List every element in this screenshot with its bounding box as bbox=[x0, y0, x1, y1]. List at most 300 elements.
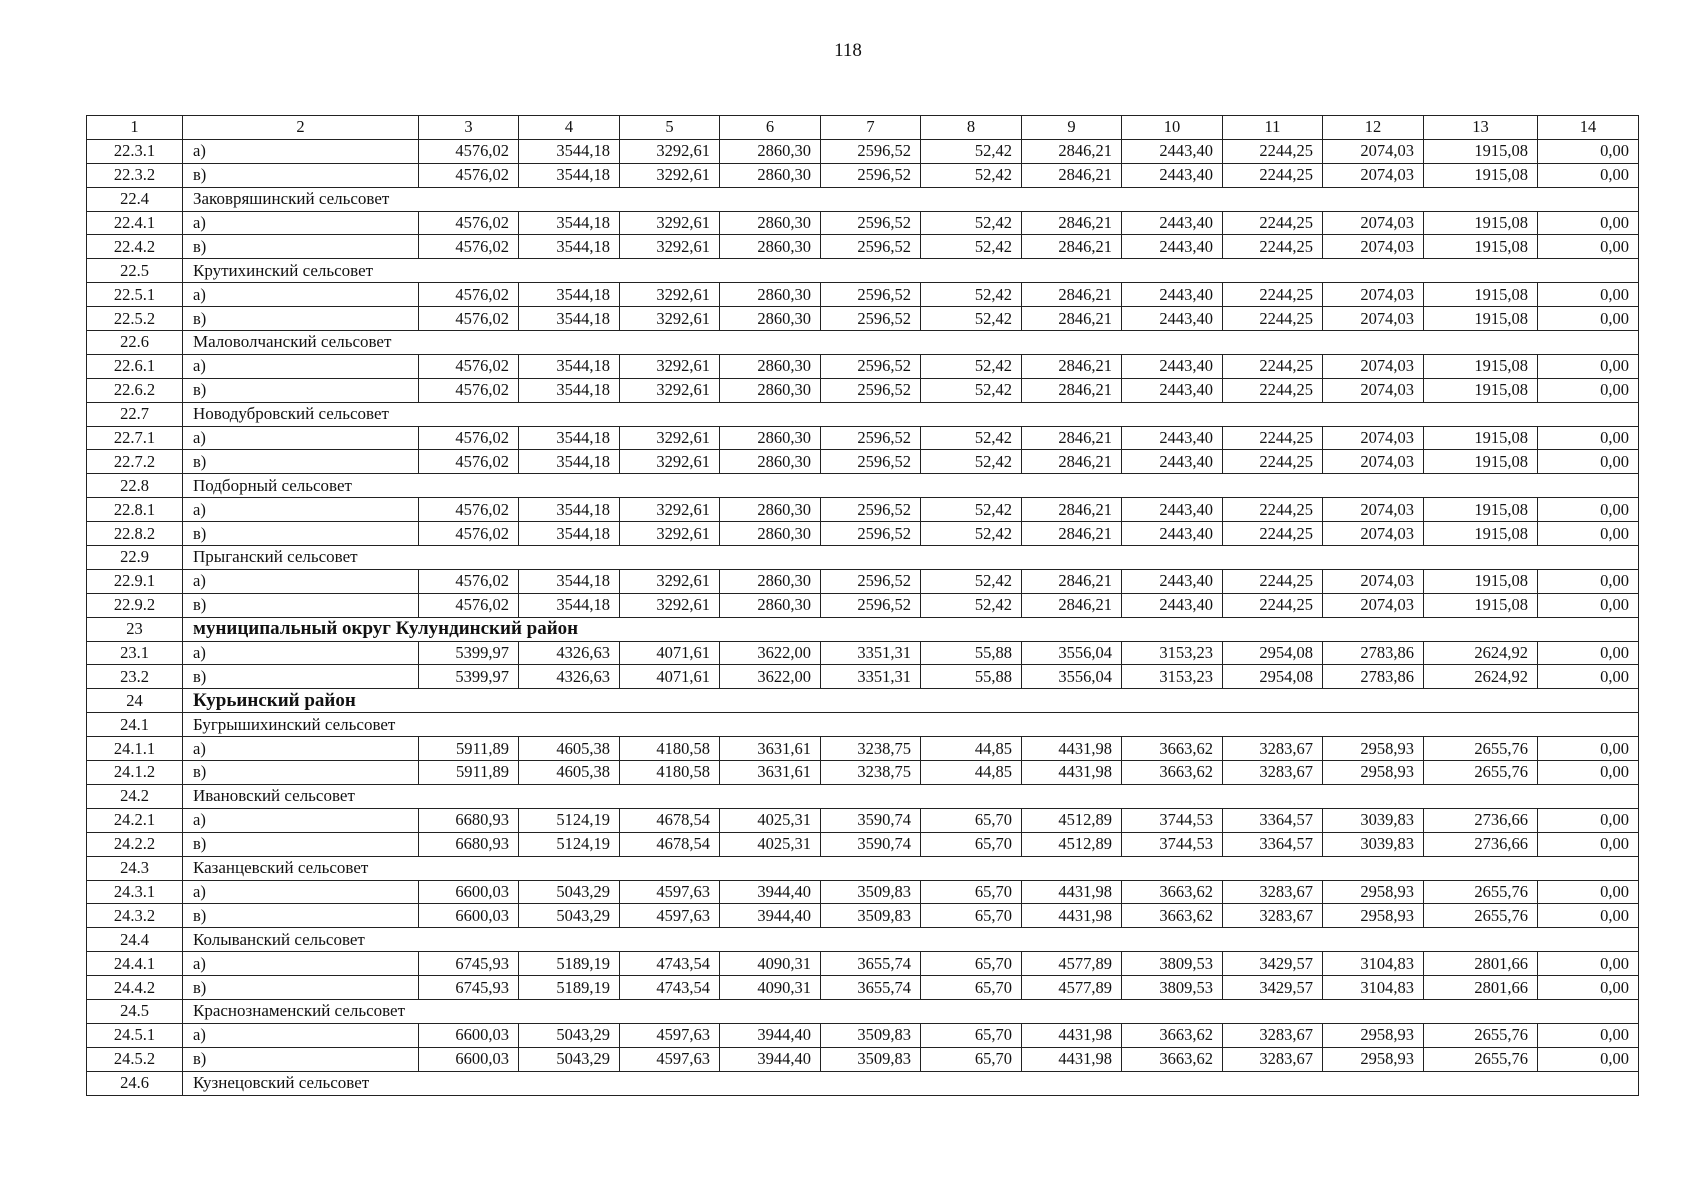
row-code: 23 bbox=[87, 617, 183, 641]
value-cell: 5043,29 bbox=[519, 1047, 620, 1071]
district-name: муниципальный округ Кулундинский район bbox=[183, 617, 1639, 641]
value-cell: 3283,67 bbox=[1223, 1047, 1323, 1071]
table-row bbox=[87, 976, 1639, 1000]
value-cell: 3663,62 bbox=[1122, 1047, 1223, 1071]
value-cell: 1915,08 bbox=[1424, 378, 1538, 402]
value-cell: 3283,67 bbox=[1223, 1023, 1323, 1047]
table-row bbox=[87, 426, 1639, 450]
value-cell: 3364,57 bbox=[1223, 808, 1323, 832]
settlement-heading-row bbox=[87, 713, 1639, 737]
value-cell: 2074,03 bbox=[1323, 211, 1424, 235]
value-cell: 2846,21 bbox=[1022, 426, 1122, 450]
value-cell: 2655,76 bbox=[1424, 1023, 1538, 1047]
value-cell: 5043,29 bbox=[519, 904, 620, 928]
table-row bbox=[87, 593, 1639, 617]
value-cell: 0,00 bbox=[1538, 737, 1639, 761]
column-number-header: 2 bbox=[183, 116, 419, 140]
value-cell: 3292,61 bbox=[620, 283, 720, 307]
value-cell: 3292,61 bbox=[620, 450, 720, 474]
value-cell: 2596,52 bbox=[821, 163, 921, 187]
table-row bbox=[87, 737, 1639, 761]
value-cell: 0,00 bbox=[1538, 378, 1639, 402]
value-cell: 3509,83 bbox=[821, 1023, 921, 1047]
value-cell: 2958,93 bbox=[1323, 1047, 1424, 1071]
row-code: 24 bbox=[87, 689, 183, 713]
value-cell: 3944,40 bbox=[720, 1023, 821, 1047]
value-cell: 2624,92 bbox=[1424, 641, 1538, 665]
value-cell: 3631,61 bbox=[720, 737, 821, 761]
column-number-header: 12 bbox=[1323, 116, 1424, 140]
value-cell: 65,70 bbox=[921, 952, 1022, 976]
value-cell: 2443,40 bbox=[1122, 211, 1223, 235]
value-cell: 3509,83 bbox=[821, 880, 921, 904]
value-cell: 4576,02 bbox=[419, 307, 519, 331]
settlement-name: Прыганский сельсовет bbox=[183, 546, 1639, 570]
value-cell: 1915,08 bbox=[1424, 569, 1538, 593]
value-cell: 2244,25 bbox=[1223, 450, 1323, 474]
value-cell: 2443,40 bbox=[1122, 283, 1223, 307]
district-heading-row bbox=[87, 617, 1639, 641]
value-cell: 2736,66 bbox=[1424, 808, 1538, 832]
value-cell: 0,00 bbox=[1538, 808, 1639, 832]
value-cell: 1915,08 bbox=[1424, 522, 1538, 546]
value-cell: 3292,61 bbox=[620, 522, 720, 546]
value-cell: 2443,40 bbox=[1122, 450, 1223, 474]
value-cell: 0,00 bbox=[1538, 952, 1639, 976]
value-cell: 2958,93 bbox=[1323, 761, 1424, 785]
value-cell: 2596,52 bbox=[821, 569, 921, 593]
value-cell: 2074,03 bbox=[1323, 498, 1424, 522]
value-cell: 3744,53 bbox=[1122, 808, 1223, 832]
value-cell: 4576,02 bbox=[419, 235, 519, 259]
value-cell: 2596,52 bbox=[821, 235, 921, 259]
value-cell: 3544,18 bbox=[519, 593, 620, 617]
settlement-name: Бугрышихинский сельсовет bbox=[183, 713, 1639, 737]
settlement-heading-row bbox=[87, 331, 1639, 355]
value-cell: 52,42 bbox=[921, 307, 1022, 331]
value-cell: 1915,08 bbox=[1424, 163, 1538, 187]
value-cell: 2244,25 bbox=[1223, 307, 1323, 331]
value-cell: 2074,03 bbox=[1323, 378, 1424, 402]
value-cell: 2244,25 bbox=[1223, 139, 1323, 163]
value-cell: 3153,23 bbox=[1122, 665, 1223, 689]
row-code: 24.6 bbox=[87, 1071, 183, 1095]
value-cell: 0,00 bbox=[1538, 832, 1639, 856]
value-cell: 2443,40 bbox=[1122, 522, 1223, 546]
value-cell: 3544,18 bbox=[519, 354, 620, 378]
row-label: а) bbox=[183, 808, 419, 832]
district-heading-row bbox=[87, 689, 1639, 713]
value-cell: 3283,67 bbox=[1223, 880, 1323, 904]
value-cell: 3292,61 bbox=[620, 378, 720, 402]
value-cell: 1915,08 bbox=[1424, 498, 1538, 522]
value-cell: 3292,61 bbox=[620, 235, 720, 259]
value-cell: 3283,67 bbox=[1223, 761, 1323, 785]
value-cell: 4071,61 bbox=[620, 641, 720, 665]
row-label: в) bbox=[183, 235, 419, 259]
value-cell: 4678,54 bbox=[620, 832, 720, 856]
row-code: 24.2 bbox=[87, 784, 183, 808]
value-cell: 2244,25 bbox=[1223, 283, 1323, 307]
row-code: 22.8.1 bbox=[87, 498, 183, 522]
value-cell: 0,00 bbox=[1538, 498, 1639, 522]
page-number: 118 bbox=[834, 40, 862, 61]
value-cell: 6680,93 bbox=[419, 808, 519, 832]
value-cell: 3509,83 bbox=[821, 904, 921, 928]
row-code: 23.1 bbox=[87, 641, 183, 665]
table-row bbox=[87, 139, 1639, 163]
value-cell: 2860,30 bbox=[720, 569, 821, 593]
value-cell: 44,85 bbox=[921, 761, 1022, 785]
value-cell: 65,70 bbox=[921, 976, 1022, 1000]
value-cell: 4326,63 bbox=[519, 641, 620, 665]
value-cell: 2596,52 bbox=[821, 211, 921, 235]
settlement-heading-row bbox=[87, 1071, 1639, 1095]
value-cell: 52,42 bbox=[921, 498, 1022, 522]
value-cell: 0,00 bbox=[1538, 569, 1639, 593]
value-cell: 2860,30 bbox=[720, 211, 821, 235]
column-number-header: 13 bbox=[1424, 116, 1538, 140]
value-cell: 3104,83 bbox=[1323, 952, 1424, 976]
value-cell: 2655,76 bbox=[1424, 761, 1538, 785]
value-cell: 3944,40 bbox=[720, 1047, 821, 1071]
value-cell: 3556,04 bbox=[1022, 641, 1122, 665]
value-cell: 3544,18 bbox=[519, 522, 620, 546]
value-cell: 3283,67 bbox=[1223, 737, 1323, 761]
row-label: в) bbox=[183, 761, 419, 785]
value-cell: 3663,62 bbox=[1122, 737, 1223, 761]
row-code: 24.3.2 bbox=[87, 904, 183, 928]
value-cell: 3292,61 bbox=[620, 139, 720, 163]
value-cell: 3104,83 bbox=[1323, 976, 1424, 1000]
row-label: в) bbox=[183, 665, 419, 689]
value-cell: 4090,31 bbox=[720, 952, 821, 976]
value-cell: 2244,25 bbox=[1223, 593, 1323, 617]
value-cell: 2846,21 bbox=[1022, 211, 1122, 235]
value-cell: 65,70 bbox=[921, 1047, 1022, 1071]
value-cell: 0,00 bbox=[1538, 1023, 1639, 1047]
column-number-header: 11 bbox=[1223, 116, 1323, 140]
value-cell: 4071,61 bbox=[620, 665, 720, 689]
settlement-heading-row bbox=[87, 856, 1639, 880]
value-cell: 4597,63 bbox=[620, 880, 720, 904]
value-cell: 3544,18 bbox=[519, 211, 620, 235]
value-cell: 0,00 bbox=[1538, 976, 1639, 1000]
value-cell: 4576,02 bbox=[419, 426, 519, 450]
value-cell: 3292,61 bbox=[620, 354, 720, 378]
settlement-name: Подборный сельсовет bbox=[183, 474, 1639, 498]
value-cell: 3544,18 bbox=[519, 139, 620, 163]
row-code: 24.4.2 bbox=[87, 976, 183, 1000]
table-row bbox=[87, 665, 1639, 689]
value-cell: 5124,19 bbox=[519, 808, 620, 832]
value-cell: 0,00 bbox=[1538, 1047, 1639, 1071]
value-cell: 3544,18 bbox=[519, 163, 620, 187]
value-cell: 3590,74 bbox=[821, 808, 921, 832]
value-cell: 3655,74 bbox=[821, 976, 921, 1000]
value-cell: 4743,54 bbox=[620, 952, 720, 976]
value-cell: 65,70 bbox=[921, 880, 1022, 904]
value-cell: 2846,21 bbox=[1022, 235, 1122, 259]
value-cell: 3292,61 bbox=[620, 163, 720, 187]
value-cell: 3663,62 bbox=[1122, 1023, 1223, 1047]
value-cell: 2074,03 bbox=[1323, 522, 1424, 546]
value-cell: 2443,40 bbox=[1122, 569, 1223, 593]
value-cell: 2443,40 bbox=[1122, 426, 1223, 450]
value-cell: 4576,02 bbox=[419, 378, 519, 402]
table-row bbox=[87, 163, 1639, 187]
value-cell: 0,00 bbox=[1538, 904, 1639, 928]
table-row bbox=[87, 808, 1639, 832]
value-cell: 4512,89 bbox=[1022, 808, 1122, 832]
value-cell: 3039,83 bbox=[1323, 832, 1424, 856]
row-code: 24.5.1 bbox=[87, 1023, 183, 1047]
value-cell: 4576,02 bbox=[419, 139, 519, 163]
settlement-heading-row bbox=[87, 402, 1639, 426]
row-code: 24.4 bbox=[87, 928, 183, 952]
value-cell: 3544,18 bbox=[519, 569, 620, 593]
row-code: 22.7.1 bbox=[87, 426, 183, 450]
value-cell: 3153,23 bbox=[1122, 641, 1223, 665]
table-row bbox=[87, 378, 1639, 402]
row-code: 24.1.2 bbox=[87, 761, 183, 785]
row-label: в) bbox=[183, 976, 419, 1000]
value-cell: 4431,98 bbox=[1022, 904, 1122, 928]
value-cell: 3544,18 bbox=[519, 426, 620, 450]
row-label: в) bbox=[183, 163, 419, 187]
value-cell: 1915,08 bbox=[1424, 235, 1538, 259]
value-cell: 4743,54 bbox=[620, 976, 720, 1000]
value-cell: 0,00 bbox=[1538, 426, 1639, 450]
value-cell: 1915,08 bbox=[1424, 593, 1538, 617]
value-cell: 2783,86 bbox=[1323, 665, 1424, 689]
row-code: 24.3.1 bbox=[87, 880, 183, 904]
table-row bbox=[87, 235, 1639, 259]
row-code: 22.9.1 bbox=[87, 569, 183, 593]
row-code: 22.6.1 bbox=[87, 354, 183, 378]
value-cell: 2074,03 bbox=[1323, 593, 1424, 617]
value-cell: 2596,52 bbox=[821, 378, 921, 402]
value-cell: 1915,08 bbox=[1424, 283, 1538, 307]
value-cell: 3351,31 bbox=[821, 641, 921, 665]
table-row bbox=[87, 641, 1639, 665]
table-body bbox=[87, 116, 1639, 1096]
value-cell: 5189,19 bbox=[519, 952, 620, 976]
value-cell: 0,00 bbox=[1538, 283, 1639, 307]
settlement-name: Ивановский сельсовет bbox=[183, 784, 1639, 808]
row-label: а) bbox=[183, 426, 419, 450]
value-cell: 2860,30 bbox=[720, 593, 821, 617]
settlement-heading-row bbox=[87, 928, 1639, 952]
value-cell: 6745,93 bbox=[419, 976, 519, 1000]
value-cell: 3544,18 bbox=[519, 235, 620, 259]
value-cell: 2846,21 bbox=[1022, 163, 1122, 187]
table-row bbox=[87, 450, 1639, 474]
value-cell: 5399,97 bbox=[419, 665, 519, 689]
row-label: а) bbox=[183, 139, 419, 163]
value-cell: 4678,54 bbox=[620, 808, 720, 832]
value-cell: 52,42 bbox=[921, 593, 1022, 617]
value-cell: 3544,18 bbox=[519, 307, 620, 331]
value-cell: 2958,93 bbox=[1323, 1023, 1424, 1047]
table-row bbox=[87, 904, 1639, 928]
row-label: в) bbox=[183, 450, 419, 474]
value-cell: 52,42 bbox=[921, 450, 1022, 474]
value-cell: 3292,61 bbox=[620, 569, 720, 593]
value-cell: 4605,38 bbox=[519, 761, 620, 785]
value-cell: 3292,61 bbox=[620, 498, 720, 522]
tariff-table bbox=[86, 115, 1639, 1096]
row-code: 22.8 bbox=[87, 474, 183, 498]
value-cell: 3364,57 bbox=[1223, 832, 1323, 856]
value-cell: 52,42 bbox=[921, 378, 1022, 402]
table-row bbox=[87, 283, 1639, 307]
settlement-name: Крутихинский сельсовет bbox=[183, 259, 1639, 283]
row-code: 22.4.1 bbox=[87, 211, 183, 235]
row-code: 22.9 bbox=[87, 546, 183, 570]
value-cell: 0,00 bbox=[1538, 354, 1639, 378]
value-cell: 0,00 bbox=[1538, 139, 1639, 163]
row-code: 22.7 bbox=[87, 402, 183, 426]
value-cell: 2443,40 bbox=[1122, 378, 1223, 402]
value-cell: 6680,93 bbox=[419, 832, 519, 856]
column-number-header: 1 bbox=[87, 116, 183, 140]
settlement-name: Новодубровский сельсовет bbox=[183, 402, 1639, 426]
value-cell: 0,00 bbox=[1538, 307, 1639, 331]
value-cell: 3622,00 bbox=[720, 665, 821, 689]
settlement-heading-row bbox=[87, 259, 1639, 283]
value-cell: 2860,30 bbox=[720, 450, 821, 474]
row-label: в) bbox=[183, 593, 419, 617]
row-code: 24.5.2 bbox=[87, 1047, 183, 1071]
value-cell: 2736,66 bbox=[1424, 832, 1538, 856]
value-cell: 2655,76 bbox=[1424, 904, 1538, 928]
row-code: 22.8.2 bbox=[87, 522, 183, 546]
value-cell: 3544,18 bbox=[519, 283, 620, 307]
row-code: 22.5.2 bbox=[87, 307, 183, 331]
value-cell: 2958,93 bbox=[1323, 880, 1424, 904]
row-label: в) bbox=[183, 904, 419, 928]
value-cell: 4597,63 bbox=[620, 1023, 720, 1047]
value-cell: 2846,21 bbox=[1022, 139, 1122, 163]
row-label: а) bbox=[183, 880, 419, 904]
row-label: а) bbox=[183, 952, 419, 976]
value-cell: 1915,08 bbox=[1424, 307, 1538, 331]
row-code: 22.4.2 bbox=[87, 235, 183, 259]
value-cell: 2443,40 bbox=[1122, 163, 1223, 187]
settlement-heading-row bbox=[87, 546, 1639, 570]
row-code: 22.7.2 bbox=[87, 450, 183, 474]
value-cell: 5399,97 bbox=[419, 641, 519, 665]
value-cell: 2846,21 bbox=[1022, 593, 1122, 617]
value-cell: 0,00 bbox=[1538, 522, 1639, 546]
value-cell: 4180,58 bbox=[620, 761, 720, 785]
value-cell: 2954,08 bbox=[1223, 641, 1323, 665]
value-cell: 2244,25 bbox=[1223, 569, 1323, 593]
row-code: 22.3.2 bbox=[87, 163, 183, 187]
value-cell: 0,00 bbox=[1538, 450, 1639, 474]
value-cell: 2846,21 bbox=[1022, 354, 1122, 378]
value-cell: 2596,52 bbox=[821, 593, 921, 617]
value-cell: 3556,04 bbox=[1022, 665, 1122, 689]
value-cell: 2655,76 bbox=[1424, 1047, 1538, 1071]
value-cell: 2443,40 bbox=[1122, 498, 1223, 522]
value-cell: 65,70 bbox=[921, 832, 1022, 856]
column-number-header: 3 bbox=[419, 116, 519, 140]
value-cell: 0,00 bbox=[1538, 235, 1639, 259]
value-cell: 4576,02 bbox=[419, 569, 519, 593]
value-cell: 3663,62 bbox=[1122, 761, 1223, 785]
value-cell: 3292,61 bbox=[620, 307, 720, 331]
value-cell: 5043,29 bbox=[519, 1023, 620, 1047]
value-cell: 2801,66 bbox=[1424, 952, 1538, 976]
value-cell: 52,42 bbox=[921, 283, 1022, 307]
value-cell: 2801,66 bbox=[1424, 976, 1538, 1000]
value-cell: 52,42 bbox=[921, 139, 1022, 163]
value-cell: 3631,61 bbox=[720, 761, 821, 785]
value-cell: 2860,30 bbox=[720, 522, 821, 546]
value-cell: 2596,52 bbox=[821, 522, 921, 546]
table-row bbox=[87, 522, 1639, 546]
value-cell: 0,00 bbox=[1538, 641, 1639, 665]
value-cell: 3039,83 bbox=[1323, 808, 1424, 832]
row-label: а) bbox=[183, 641, 419, 665]
value-cell: 1915,08 bbox=[1424, 211, 1538, 235]
value-cell: 2846,21 bbox=[1022, 283, 1122, 307]
value-cell: 0,00 bbox=[1538, 880, 1639, 904]
value-cell: 2596,52 bbox=[821, 139, 921, 163]
value-cell: 2244,25 bbox=[1223, 163, 1323, 187]
table-row bbox=[87, 952, 1639, 976]
value-cell: 3544,18 bbox=[519, 378, 620, 402]
column-number-header: 10 bbox=[1122, 116, 1223, 140]
column-number-header: 7 bbox=[821, 116, 921, 140]
value-cell: 65,70 bbox=[921, 1023, 1022, 1047]
value-cell: 2846,21 bbox=[1022, 498, 1122, 522]
value-cell: 4025,31 bbox=[720, 808, 821, 832]
value-cell: 3809,53 bbox=[1122, 952, 1223, 976]
value-cell: 2244,25 bbox=[1223, 354, 1323, 378]
row-code: 22.3.1 bbox=[87, 139, 183, 163]
value-cell: 4431,98 bbox=[1022, 880, 1122, 904]
value-cell: 4577,89 bbox=[1022, 952, 1122, 976]
table-row bbox=[87, 880, 1639, 904]
value-cell: 2954,08 bbox=[1223, 665, 1323, 689]
value-cell: 2846,21 bbox=[1022, 307, 1122, 331]
value-cell: 3809,53 bbox=[1122, 976, 1223, 1000]
value-cell: 3292,61 bbox=[620, 426, 720, 450]
value-cell: 4431,98 bbox=[1022, 761, 1122, 785]
settlement-name: Маловолчанский сельсовет bbox=[183, 331, 1639, 355]
value-cell: 2846,21 bbox=[1022, 450, 1122, 474]
row-code: 24.4.1 bbox=[87, 952, 183, 976]
row-code: 24.1 bbox=[87, 713, 183, 737]
table-row bbox=[87, 761, 1639, 785]
value-cell: 6600,03 bbox=[419, 1047, 519, 1071]
value-cell: 5911,89 bbox=[419, 761, 519, 785]
value-cell: 3544,18 bbox=[519, 450, 620, 474]
value-cell: 2074,03 bbox=[1323, 426, 1424, 450]
value-cell: 2244,25 bbox=[1223, 498, 1323, 522]
table-row bbox=[87, 498, 1639, 522]
value-cell: 2443,40 bbox=[1122, 139, 1223, 163]
value-cell: 3283,67 bbox=[1223, 904, 1323, 928]
value-cell: 2860,30 bbox=[720, 426, 821, 450]
table-row bbox=[87, 1023, 1639, 1047]
value-cell: 6600,03 bbox=[419, 1023, 519, 1047]
row-code: 22.6 bbox=[87, 331, 183, 355]
row-code: 24.1.1 bbox=[87, 737, 183, 761]
